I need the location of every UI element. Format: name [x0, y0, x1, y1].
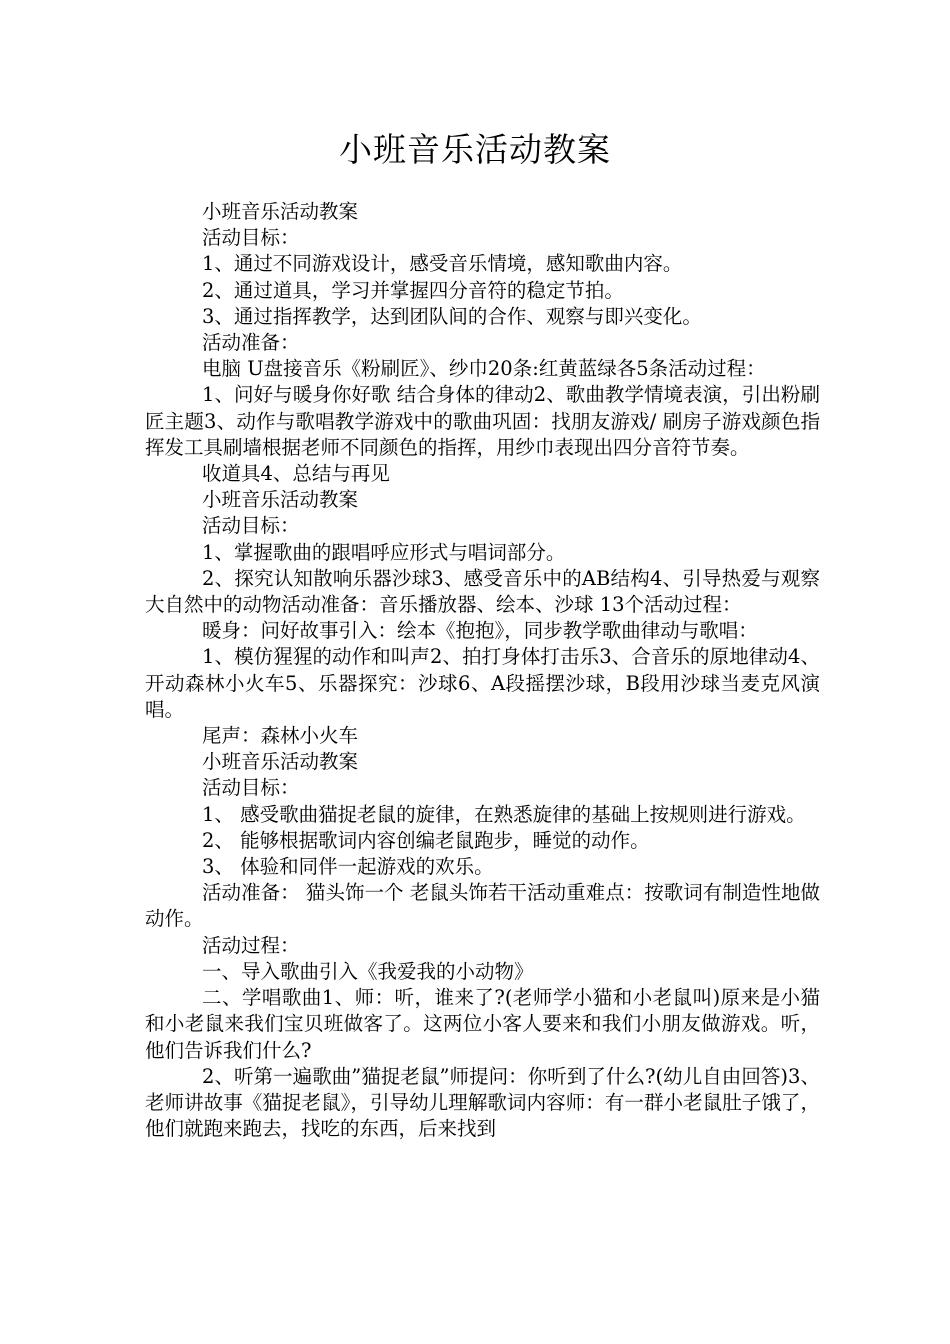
- paragraph: 活动目标：: [202, 514, 300, 538]
- document-title: 小班音乐活动教案: [339, 130, 611, 169]
- paragraph: 2、通过道具，学习并掌握四分音符的稳定节拍。: [202, 278, 624, 302]
- paragraph: 暖身：问好故事引入：绘本《抱抱》，同步教学歌曲律动与歌唱：: [202, 619, 758, 643]
- paragraph: 小班音乐活动教案: [202, 750, 359, 774]
- paragraph: 活动目标：: [202, 776, 300, 800]
- paragraph: 3、 体验和同伴一起游戏的欢乐。: [202, 855, 494, 879]
- paragraph: 活动准备：: [202, 331, 300, 355]
- paragraph: 小班音乐活动教案: [202, 488, 359, 512]
- document-body: [145, 199, 820, 1142]
- paragraph: 尾声：森林小火车: [202, 724, 359, 748]
- paragraph: 1、问好与暖身你好歌 结合身体的律动2、歌曲教学情境表演，引出粉刷匠主题3、动作与歌唱教学游戏中的歌曲巩固：找朋友游戏/ 刷房子游戏颜色指挥发工具刷墙根据老师不同颜色的指挥，用纱巾表现出四分音符节奏。: [145, 383, 820, 459]
- paragraph: 活动准备： 猫头饰一个 老鼠头饰若干活动重难点：按歌词有制造性地做动作。: [145, 881, 820, 931]
- paragraph: 1、 感受歌曲猫捉老鼠的旋律，在熟悉旋律的基础上按规则进行游戏。: [202, 802, 806, 826]
- paragraph: 2、探究认知散响乐器沙球3、感受音乐中的AB结构4、引导热爱与观察大自然中的动物活动准备：音乐播放器、绘本、沙球 13个活动过程：: [145, 566, 820, 617]
- paragraph: 小班音乐活动教案: [202, 200, 359, 223]
- paragraph: 电脑 U盘接音乐《粉刷匠》、纱巾20条:红黄蓝绿各5条活动过程：: [202, 357, 766, 381]
- paragraph: 1、模仿猩猩的动作和叫声2、拍打身体打击乐3、合音乐的原地律动4、开动森林小火车5、乐器探究：沙球6、A段摇摆沙球，B段用沙球当麦克风演唱。: [145, 645, 820, 721]
- paragraph: 3、通过指挥教学，达到团队间的合作、观察与即兴变化。: [202, 304, 702, 328]
- paragraph: 收道具4、总结与再见: [202, 462, 390, 486]
- paragraph: 2、听第一遍歌曲”猫捉老鼠”师提问：你听到了什么?(幼儿自由回答)3、老师讲故事《猫捉老鼠》，引导幼儿理解歌词内容师：有一群小老鼠肚子饿了，他们就跑来跑去，找吃的东西，后来找到: [145, 1064, 820, 1141]
- paragraph: 活动过程：: [202, 933, 300, 957]
- paragraph: 活动目标：: [202, 226, 300, 250]
- paragraph: 1、通过不同游戏设计，感受音乐情境，感知歌曲内容。: [202, 252, 683, 276]
- paragraph: 一、导入歌曲引入《我爱我的小动物》: [202, 959, 534, 983]
- paragraph: 1、掌握歌曲的跟唱呼应形式与唱词部分。: [202, 540, 566, 564]
- paragraph: 二、学唱歌曲1、师：听，谁来了?(老师学小猫和小老鼠叫)原来是小猫和小老鼠来我们宝贝班做客了。这两位小客人要来和我们小朋友做游戏。听，他们告诉我们什么?: [145, 986, 820, 1062]
- paragraph: 2、 能够根据歌词内容创编老鼠跑步，睡觉的动作。: [202, 828, 650, 852]
